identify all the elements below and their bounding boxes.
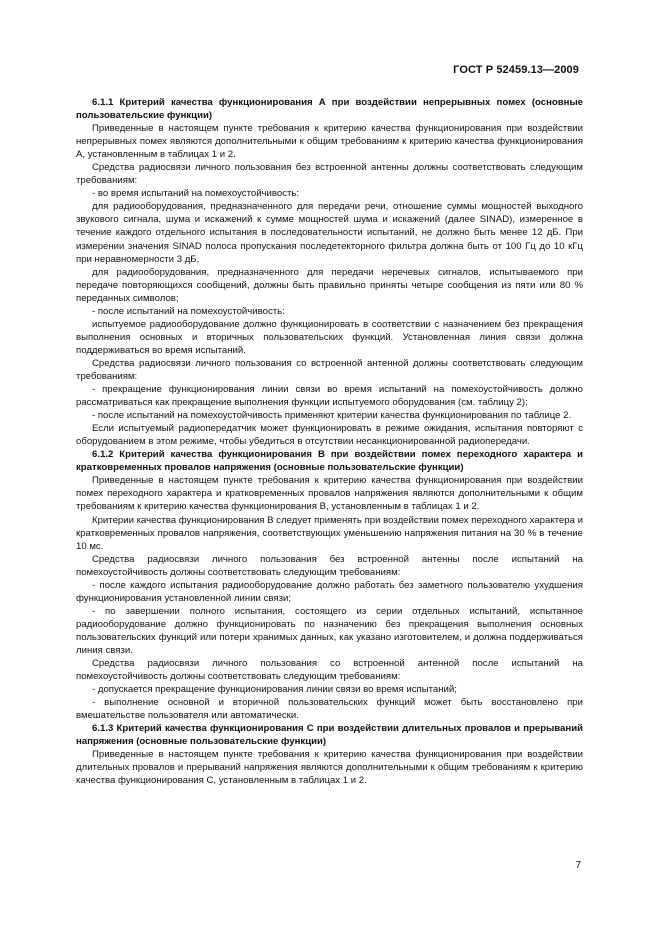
list-item: - после испытаний на помехоустойчивость: bbox=[92, 305, 285, 317]
paragraph: испытуемое радиооборудование должно функционировать в соответствии с назначением без прекращения выполнения основных и вторичных пользовательских функций. Установленная линия связи должна поддерживаться во время испытаний. bbox=[76, 318, 583, 356]
paragraph: Средства радиосвязи личного пользования без встроенной антенны после испытаний на помехоустойчивость должны соответствовать следующим требованиям: bbox=[76, 553, 583, 578]
paragraph: для радиооборудования, предназначенного для передачи речи, отношение суммы мощностей выходного звукового сигнала, шума и искажений к сумме мощностей шума и искажений (далее SINAD), измеренное в течение каждого отдельного испытания в последовательности испытаний, не должно быть менее 12 дБ. При измерении значения SINAD полоса пропускания последетекторного фильтра должна быть от 100 Гц до 10 кГц при неравномерности 3 дБ, bbox=[76, 201, 583, 265]
list-item: - допускается прекращение функционирования линии связи во время испытаний; bbox=[92, 684, 457, 696]
section-heading-6-1-3: 6.1.3 Критерий качества функционирования С при воздействии длительных провалов и прерываний напряжения (основные пользовательские функции) bbox=[76, 723, 583, 748]
paragraph: для радиооборудования, предназначенного для передачи неречевых сигналов, испытываемого при передаче повторяющихся сообщений, должны быть правильно приняты четыре сообщения из пяти или 80 % переданных символов; bbox=[76, 266, 583, 304]
page-number: 7 bbox=[575, 860, 581, 871]
paragraph: Средства радиосвязи личного пользования со встроенной антенной должны соответствовать следующим требованиям: bbox=[76, 357, 583, 382]
paragraph: Средства радиосвязи личного пользования со встроенной антенной после испытаний на помехоустойчивость должны соответствовать следующим требованиям: bbox=[76, 658, 583, 683]
section-heading-6-1-2: 6.1.2 Критерий качества функционирования В при воздействии помех переходного характера и кратковременных провалов напряжения (основные пользовательские функции) bbox=[76, 449, 583, 474]
paragraph: Приведенные в настоящем пункте требования к критерию качества функционирования при воздействии длительных провалов и прерываний напряжения являются дополнительными к общим требованиям к критерию качества функционирования С, установленным в таблицах 1 и 2. bbox=[76, 749, 583, 787]
section-heading-6-1-1: 6.1.1 Критерий качества функционирования А при воздействии непрерывных помех (основные пользовательские функции) bbox=[76, 97, 583, 122]
paragraph: Приведенные в настоящем пункте требования к критерию качества функционирования при воздействии помех переходного характера и кратковременных провалов напряжения являются дополнительными к общим требованиям к критерию качества функционирования В, установленным в таблицах 1 и 2. bbox=[76, 475, 583, 513]
list-item: - выполнение основной и вторичной пользовательских функций может быть восстановлено при вмешательстве пользователя или автоматически. bbox=[76, 697, 583, 722]
list-item: - прекращение функционирования линии связи во время испытаний на помехоустойчивость должно рассматриваться как прекращение выполнения функции испытуемого оборудования (см. таблицу 2); bbox=[76, 384, 583, 409]
paragraph: Приведенные в настоящем пункте требования к критерию качества функционирования при воздействии непрерывных помех являются дополнительными к общим требованиям к критерию качества функционирования А, установленным в таблицах 1 и 2. bbox=[76, 123, 583, 161]
list-item: - после каждого испытания радиооборудование должно работать без заметного пользователю ухудшения функционирования установленной линии связи; bbox=[76, 579, 583, 604]
standard-header: ГОСТ Р 52459.13—2009 bbox=[453, 64, 579, 76]
paragraph: Если испытуемый радиопередатчик может функционировать в режиме ожидания, испытания повторяют с оборудованием в этом режиме, чтобы убедиться в отсутствии несанкционированной радиопередачи. bbox=[76, 423, 583, 448]
list-item: - после испытаний на помехоустойчивость применяют критерии качества функционирования по таблице 2. bbox=[92, 410, 572, 422]
body-text bbox=[76, 96, 583, 787]
paragraph: Критерии качества функционирования В следует применять при воздействии помех переходного характера и кратковременных провалов напряжения, соответствующих уменьшению напряжения питания на 30 % в течение 10 мс. bbox=[76, 514, 583, 552]
paragraph: Средства радиосвязи личного пользования без встроенной антенны должны соответствовать следующим требованиям: bbox=[76, 162, 583, 187]
list-item: - по завершении полного испытания, состоящего из серии отдельных испытаний, испытанное радиооборудование должно функционировать по назначению без прекращения выполнения основных пользовательских функций или потери хранимых данных, как указано изготовителем, и должна поддерживаться линия связи. bbox=[76, 605, 583, 656]
list-item: - во время испытаний на помехоустойчивость: bbox=[92, 188, 300, 200]
